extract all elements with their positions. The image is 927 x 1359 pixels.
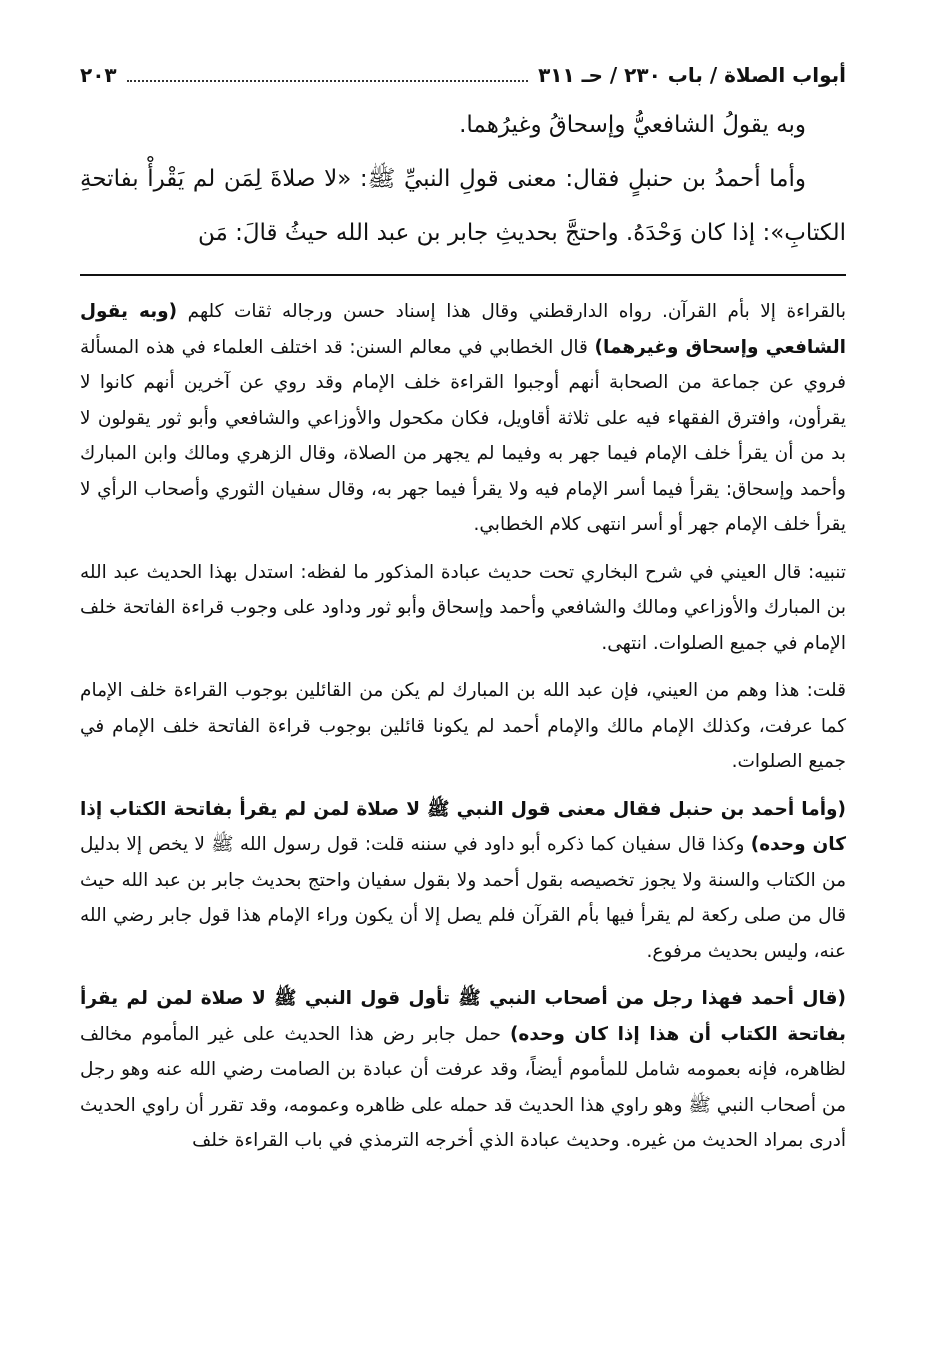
- matn-paragraph: وأما أحمدُ بن حنبلٍ فقال: معنى قولِ النبيِّ ﷺ: «لا صلاةَ لِمَن لم يَقْرأْ بفاتحةِ الكتابِ»: إذا كان وَحْدَهُ. واحتجَّ بحديثِ جابر بن عبد الله حيثُ قالَ: مَن: [80, 166, 846, 246]
- matn-text: [80, 98, 846, 260]
- commentary-quote: (وبه يقول الشافعي وإسحاق وغيرهما): [80, 301, 846, 358]
- commentary-quote: (وأما أحمد بن حنبل فقال معنى قول النبي ﷺ لا صلاة لمن لم يقرأ بفاتحة الكتاب إذا كان وحده): [80, 798, 846, 855]
- commentary-text-run: قال الخطابي في معالم السنن: قد اختلف العلماء في هذه المسألة فروي عن جماعة من الصحابة أنهم أوجبوا القراءة خلف الإمام وقد روي عن آخرين أنهم كانوا لا يقرأون، وافترق الفقهاء فيه على ثلاثة أقاويل، فكان مكحول والأوزاعي والشافعي وأبو ثور يقولون لا بد من أن يقرأ خلف الإمام فيما جهر به وفيما لم يجهر من الصلاة، وقال الزهري ومالك وابن المبارك وأحمد وإسحاق: يقرأ فيما أسر الإمام فيه ولا يقرأ فيما جهر به، وقال سفيان الثوري وأصحاب الرأي لا يقرأ خلف الإمام جهر أو أسر انتهى كلام الخطابي.: [80, 336, 846, 535]
- commentary-text-run: وكذا قال سفيان كما ذكره أبو داود في سننه قلت: قول رسول الله ﷺ لا يخص إلا بدليل من الكتاب والسنة ولا يجوز تخصيصه بقول أحمد ولا بقول سفيان واحتج بحديث جابر بن عبد الله حيث قال من صلى ركعة لم يقرأ فيها بأم القرآن فلم يصل إلا أن يكون وراء الإمام هذا قول جابر رضي الله عنه، وليس بحديث مرفوع.: [80, 834, 846, 962]
- commentary-text-run: بالقراءة إلا بأم القرآن. رواه الدارقطني وقال هذا إسناد حسن ورجاله ثقات كلهم: [187, 301, 846, 322]
- commentary-quote: (قال أحمد فهذا رجل من أصحاب النبي ﷺ تأول قول النبي ﷺ لا صلاة لمن لم يقرأ بفاتحة الكتاب أن هذا إذا كان وحده): [80, 988, 846, 1045]
- commentary-paragraph: [80, 294, 846, 543]
- commentary-text: [80, 294, 846, 1159]
- page-number: ٢٠٣: [80, 63, 117, 87]
- commentary-paragraph: قلت: هذا وهم من العيني، فإن عبد الله بن المبارك لم يكن من القائلين بوجوب القراءة خلف الإمام كما عرفت، وكذلك الإمام مالك والإمام أحمد لم يكونا قائلين بوجوب قراءة الفاتحة خلف الإمام في جميع الصلوات.: [80, 680, 846, 772]
- book-page: [80, 58, 846, 1159]
- commentary-paragraph: [80, 792, 846, 970]
- running-title: أبواب الصلاة / باب ٢٣٠ / حـ ٣١١: [538, 63, 846, 87]
- header-dotted-leader: [127, 62, 528, 82]
- commentary-paragraph: [80, 981, 846, 1159]
- matn-paragraph: وبه يقولُ الشافعيُّ وإسحاقُ وغيرُهما.: [459, 112, 806, 138]
- separator-rule: [80, 274, 846, 276]
- commentary-paragraph: تنبيه: قال العيني في شرح البخاري تحت حديث عبادة المذكور ما لفظه: استدل بهذا الحديث عبد الله بن المبارك والأوزاعي ومالك والشافعي وأحمد وإسحاق وأبو ثور وداود على وجوب قراءة الفاتحة خلف الإمام في جميع الصلوات. انتهى.: [80, 561, 846, 654]
- page-header: [80, 58, 846, 92]
- commentary-text-run: حمل جابر رض هذا الحديث على غير المأموم مخالف لظاهره، فإنه بعمومه شامل للمأموم أيضاً، وقد عرفت أن عبادة بن الصامت رضي الله عنه وهو رجل من أصحاب النبي ﷺ وهو راوي هذا الحديث قد حمله على ظاهره وعمومه، وقد تقرر أن راوي الحديث أدرى بمراد الحديث من غيره. وحديث عبادة الذي أخرجه الترمذي في باب القراءة خلف: [80, 1023, 846, 1151]
